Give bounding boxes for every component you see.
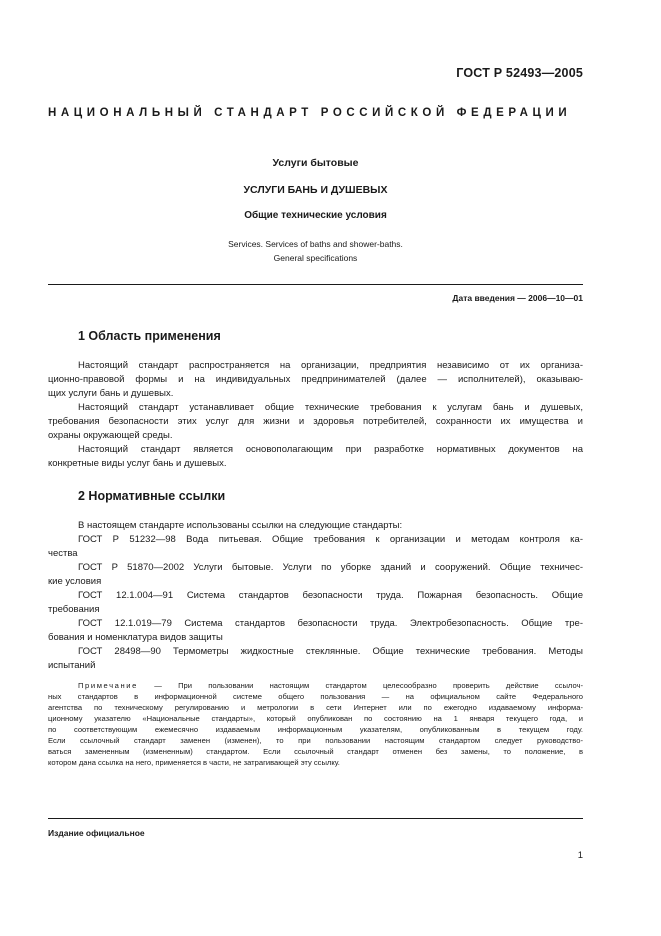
reference-line: требования bbox=[48, 604, 100, 615]
section-1-line: Настоящий стандарт является основополагающим при разработке нормативных документов на bbox=[78, 444, 583, 455]
note-line: по соответствующим ежемесячно издаваемым информационным указателям, опубликованным в текущем году. bbox=[48, 725, 583, 734]
national-standard-header: НАЦИОНАЛЬНЫЙ СТАНДАРТ РОССИЙСКОЙ ФЕДЕРАЦИИ bbox=[48, 107, 572, 119]
top-divider bbox=[48, 284, 583, 285]
reference-line: ГОСТ Р 51232—98 Вода питьевая. Общие требования к организации и методам контроля ка- bbox=[78, 534, 583, 545]
page-number: 1 bbox=[577, 850, 583, 861]
section-1-line: щих услуги бань и душевых. bbox=[48, 388, 174, 399]
reference-line: испытаний bbox=[48, 660, 96, 671]
section-2-line: В настоящем стандарте использованы ссылки на следующие стандарты: bbox=[78, 520, 403, 531]
reference-line: ГОСТ Р 51870—2002 Услуги бытовые. Услуги по уборке зданий и сооружений. Общие техничес- bbox=[78, 562, 583, 573]
section-1-heading: 1 Область применения bbox=[78, 329, 221, 343]
reference-line: ГОСТ 28498—90 Термометры жидкостные стеклянные. Общие технические требования. Методы bbox=[78, 646, 583, 657]
title-category: Услуги бытовые bbox=[272, 157, 359, 169]
note-line: ваться замененным (измененным) стандартом. Если ссылочный стандарт отменен без замены, то положение, в bbox=[48, 747, 583, 756]
title-subtitle: Общие технические условия bbox=[244, 210, 387, 221]
title-english-line-2: General specifications bbox=[273, 253, 358, 263]
note-label: Примечание bbox=[78, 681, 138, 690]
official-edition-label: Издание официальное bbox=[48, 828, 145, 838]
title-english-line-1: Services. Services of baths and shower-baths. bbox=[228, 239, 403, 249]
title-main: УСЛУГИ БАНЬ И ДУШЕВЫХ bbox=[243, 184, 388, 196]
section-1-line: охраны окружающей среды. bbox=[48, 430, 173, 441]
reference-line: бования и номенклатура видов защиты bbox=[48, 632, 223, 643]
section-1-line: конкретные виды услуг бань и душевых. bbox=[48, 458, 227, 469]
document-number: ГОСТ Р 52493—2005 bbox=[456, 66, 583, 80]
note-line: ных стандартов в информационной системе общего пользования — на официальном сайте Федерального bbox=[48, 692, 583, 701]
section-2-heading: 2 Нормативные ссылки bbox=[78, 489, 226, 503]
section-1-line: ционно-правовой формы и на индивидуальных предпринимателей (далее — исполнителей), оказываю- bbox=[48, 374, 583, 385]
note-line: агентства по техническому регулированию и метрологии в сети Интернет или по ежегодно издаваемому информа- bbox=[48, 703, 583, 712]
section-1-line: Настоящий стандарт распространяется на организации, предприятия независимо от их организа- bbox=[78, 360, 583, 371]
note-line: Если ссылочный стандарт заменен (изменен), то при пользовании настоящим стандартом следует руководство- bbox=[48, 736, 583, 745]
reference-line: ГОСТ 12.1.004—91 Система стандартов безопасности труда. Пожарная безопасность. Общие bbox=[78, 590, 583, 601]
reference-line: чества bbox=[48, 548, 78, 559]
footer-divider bbox=[48, 818, 583, 819]
section-1-line: Настоящий стандарт устанавливает общие технические требования к услугам бань и душевых, bbox=[78, 402, 583, 413]
note-line: котором дана ссылка на него, применяется в части, не затрагивающей эту ссылку. bbox=[48, 758, 340, 767]
section-1-line: требования безопасности этих услуг для жизни и здоровья потребителей, сохранности их имущества и bbox=[48, 416, 583, 427]
reference-line: кие условия bbox=[48, 576, 102, 587]
reference-line: ГОСТ 12.1.019—79 Система стандартов безопасности труда. Электробезопасность. Общие тре- bbox=[78, 618, 583, 629]
introduction-date: Дата введения — 2006—10—01 bbox=[452, 293, 583, 303]
note-line: ционному указателю «Национальные стандарты», который опубликован по состоянию на 1 января текущего года, и bbox=[48, 714, 583, 723]
note-line: Примечание — При пользовании настоящим стандартом целесообразно проверить действие ссылоч- bbox=[78, 681, 583, 690]
